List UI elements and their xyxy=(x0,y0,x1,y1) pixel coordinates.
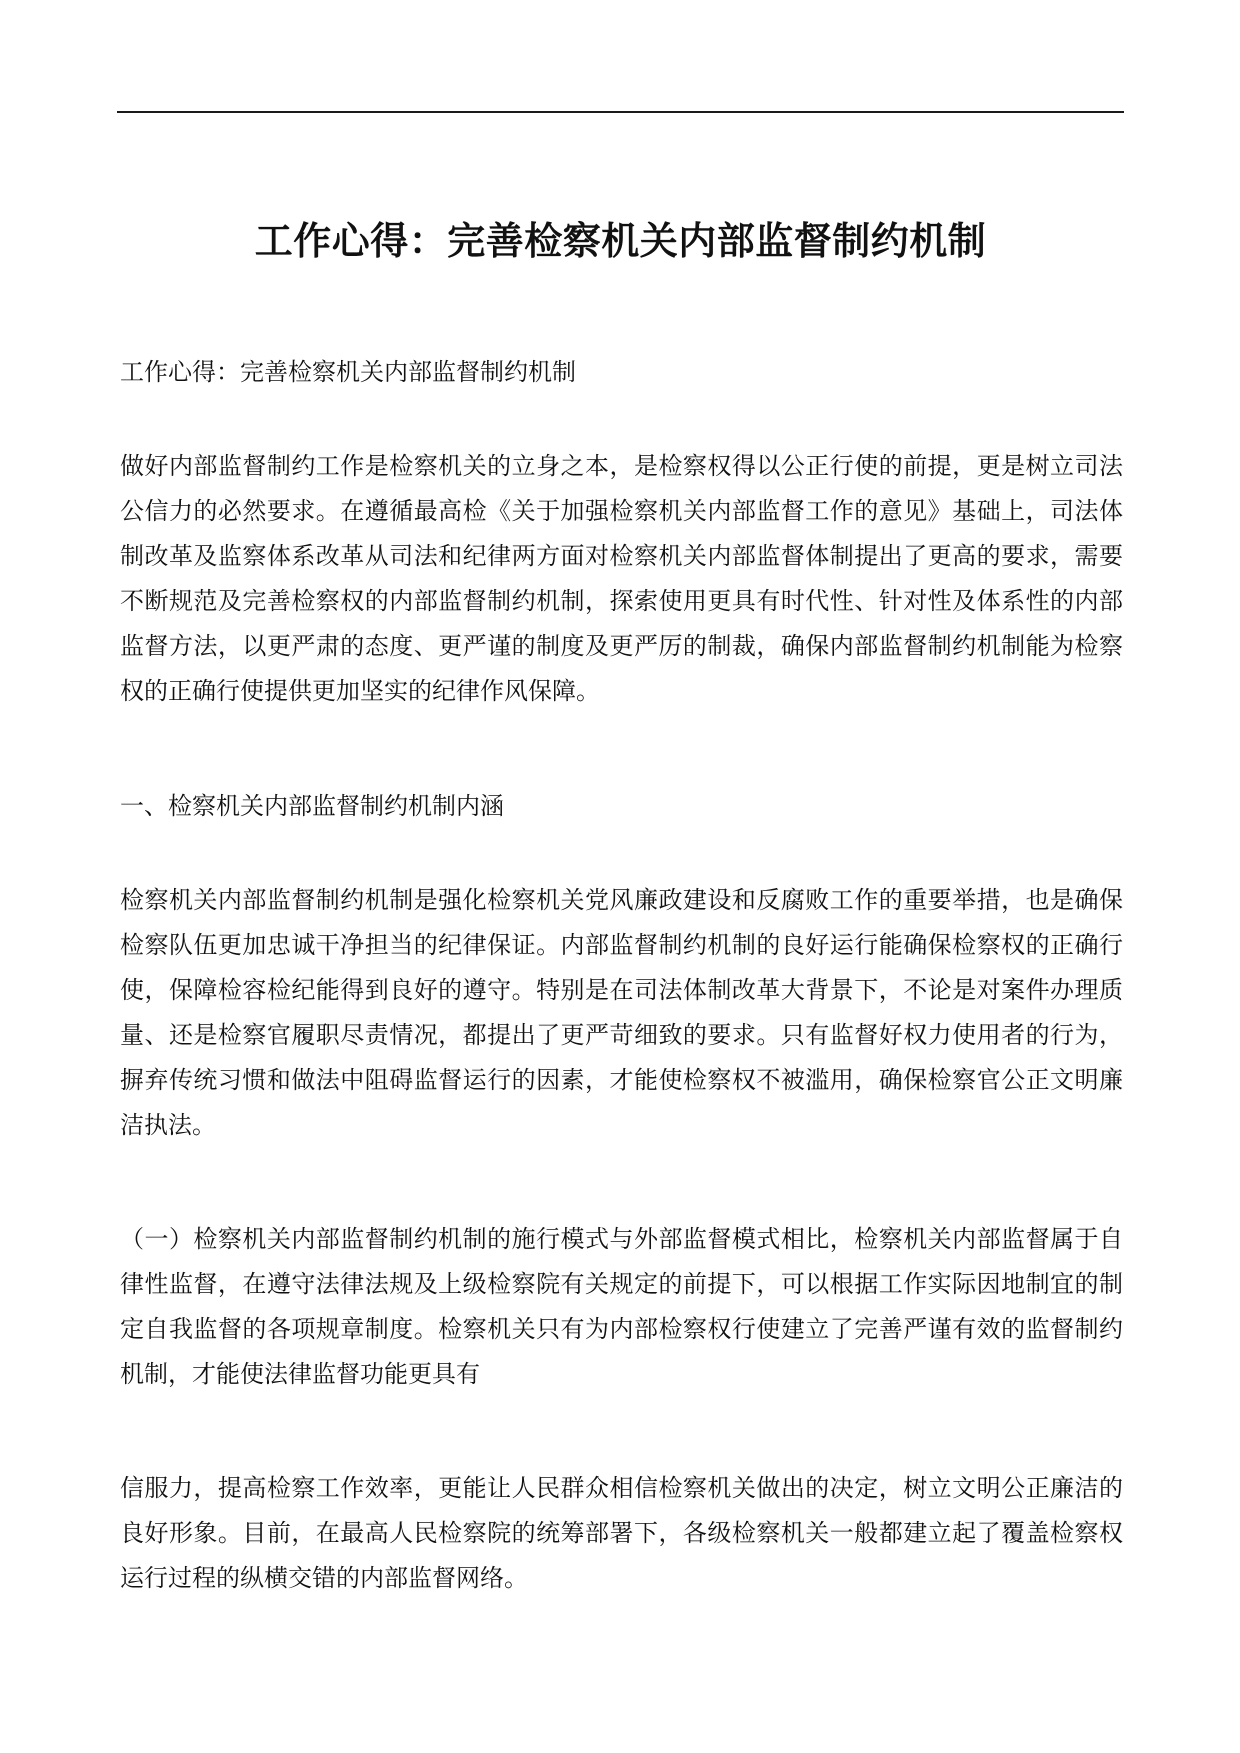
document-title: 工作心得：完善检察机关内部监督制约机制 xyxy=(254,218,987,263)
header-rule xyxy=(117,111,1124,113)
subsection-continuation-paragraph: 信服力，提高检察工作效率，更能让人民群众相信检察机关做出的决定，树立文明公正廉洁的良好形象。目前，在最高人民检察院的统筹部署下，各级检察机关一般都建立起了覆盖检察权运行过程的纵横交错的内部监督网络。 xyxy=(120,1474,1123,1592)
document-subtitle: 工作心得：完善检察机关内部监督制约机制 xyxy=(120,358,576,386)
section-body-paragraph: 检察机关内部监督制约机制是强化检察机关党风廉政建设和反腐败工作的重要举措，也是确保检察队伍更加忠诚干净担当的纪律保证。内部监督制约机制的良好运行能确保检察权的正确行使，保障检容检纪能得到良好的遵守。特别是在司法体制改革大背景下，不论是对案件办理质量、还是检察官履职尽责情况，都提出了更严苛细致的要求。只有监督好权力使用者的行为，摒弃传统习惯和做法中阻碍监督运行的因素，才能使检察权不被滥用，确保检察官公正文明廉洁执法。 xyxy=(120,886,1123,1139)
section-heading: 一、检察机关内部监督制约机制内涵 xyxy=(120,792,504,820)
intro-paragraph: 做好内部监督制约工作是检察机关的立身之本，是检察权得以公正行使的前提，更是树立司法公信力的必然要求。在遵循最高检《关于加强检察机关内部监督工作的意见》基础上，司法体制改革及监察体系改革从司法和纪律两方面对检察机关内部监督体制提出了更高的要求，需要不断规范及完善检察权的内部监督制约机制，探索使用更具有时代性、针对性及体系性的内部监督方法，以更严肃的态度、更严谨的制度及更严厉的制裁，确保内部监督制约机制能为检察权的正确行使提供更加坚实的纪律作风保障。 xyxy=(120,452,1123,705)
subsection-paragraph: （一）检察机关内部监督制约机制的施行模式与外部监督模式相比，检察机关内部监督属于自律性监督，在遵守法律法规及上级检察院有关规定的前提下，可以根据工作实际因地制宜的制定自我监督的各项规章制度。检察机关只有为内部检察权行使建立了完善严谨有效的监督制约机制，才能使法律监督功能更具有 xyxy=(120,1225,1123,1388)
